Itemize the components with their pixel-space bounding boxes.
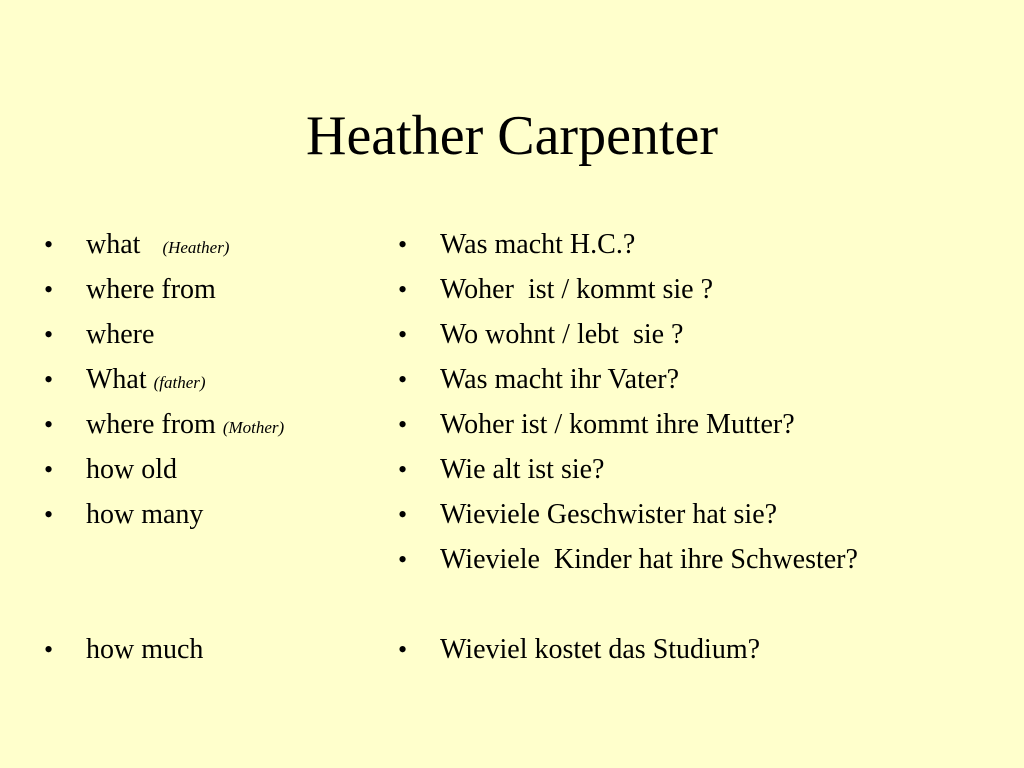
- keyword: What: [86, 364, 147, 395]
- english-keyword-list: [44, 222, 374, 672]
- bullet-icon: •: [398, 455, 408, 484]
- list-item-text: [86, 447, 177, 492]
- keyword: how much: [86, 634, 204, 665]
- keyword: how old: [86, 454, 177, 485]
- question-text: Woher ist / kommt sie ?: [440, 274, 714, 305]
- bullet-icon: •: [44, 410, 54, 439]
- question-text: Wie alt ist sie?: [440, 454, 605, 485]
- list-item: [398, 402, 998, 447]
- bullet-icon: •: [398, 275, 408, 304]
- list-item-text: [86, 267, 216, 312]
- question-text: Wo wohnt / lebt sie ?: [440, 319, 684, 350]
- question-text: Wieviel kostet das Studium?: [440, 634, 761, 665]
- list-item-text: [86, 312, 154, 357]
- list-item: [44, 402, 374, 447]
- list-item-text: [86, 627, 203, 672]
- keyword: how many: [86, 499, 204, 530]
- keyword-note: (Mother): [222, 418, 285, 437]
- keyword-note: (father): [153, 373, 206, 392]
- list-item: [398, 357, 998, 402]
- keyword: what: [86, 229, 141, 260]
- slide-title: Heather Carpenter: [306, 105, 718, 167]
- list-item: [44, 627, 374, 672]
- list-item: [44, 222, 374, 267]
- bullet-icon: •: [44, 365, 54, 394]
- bullet-icon: •: [398, 365, 408, 394]
- list-item: [44, 447, 374, 492]
- list-item: [44, 312, 374, 357]
- list-item: [398, 267, 998, 312]
- question-text: Was macht ihr Vater?: [440, 364, 680, 395]
- list-item-text: [86, 222, 229, 270]
- list-item: [44, 267, 374, 312]
- list-item: [398, 492, 998, 537]
- list-item: [398, 447, 998, 492]
- bullet-icon: •: [398, 635, 408, 664]
- list-item: [44, 492, 374, 537]
- bullet-icon: •: [398, 545, 408, 574]
- bullet-icon: •: [44, 635, 54, 664]
- list-item-text: [86, 402, 284, 450]
- keyword: where from: [86, 274, 216, 305]
- list-item: [398, 312, 998, 357]
- bullet-icon: •: [44, 320, 54, 349]
- list-item: [398, 222, 998, 267]
- bullet-icon: •: [44, 455, 54, 484]
- bullet-icon: •: [398, 230, 408, 259]
- list-item-text: [86, 492, 203, 537]
- keyword-note: (Heather): [162, 238, 230, 257]
- bullet-icon: •: [398, 500, 408, 529]
- question-text: Woher ist / kommt ihre Mutter?: [440, 409, 795, 440]
- list-item-text: [86, 357, 206, 405]
- list-item: [398, 537, 998, 582]
- bullet-icon: •: [398, 320, 408, 349]
- question-text: Wieviele Geschwister hat sie?: [440, 499, 778, 530]
- keyword: where from: [86, 409, 216, 440]
- bullet-icon: •: [44, 230, 54, 259]
- german-question-list: [398, 222, 998, 672]
- bullet-icon: •: [398, 410, 408, 439]
- question-text: Wieviele Kinder hat ihre Schwester?: [440, 544, 858, 575]
- list-item: [398, 627, 998, 672]
- list-item: [44, 357, 374, 402]
- bullet-icon: •: [44, 275, 54, 304]
- bullet-icon: •: [44, 500, 54, 529]
- question-text: Was macht H.C.?: [440, 229, 636, 260]
- keyword: where: [86, 319, 155, 350]
